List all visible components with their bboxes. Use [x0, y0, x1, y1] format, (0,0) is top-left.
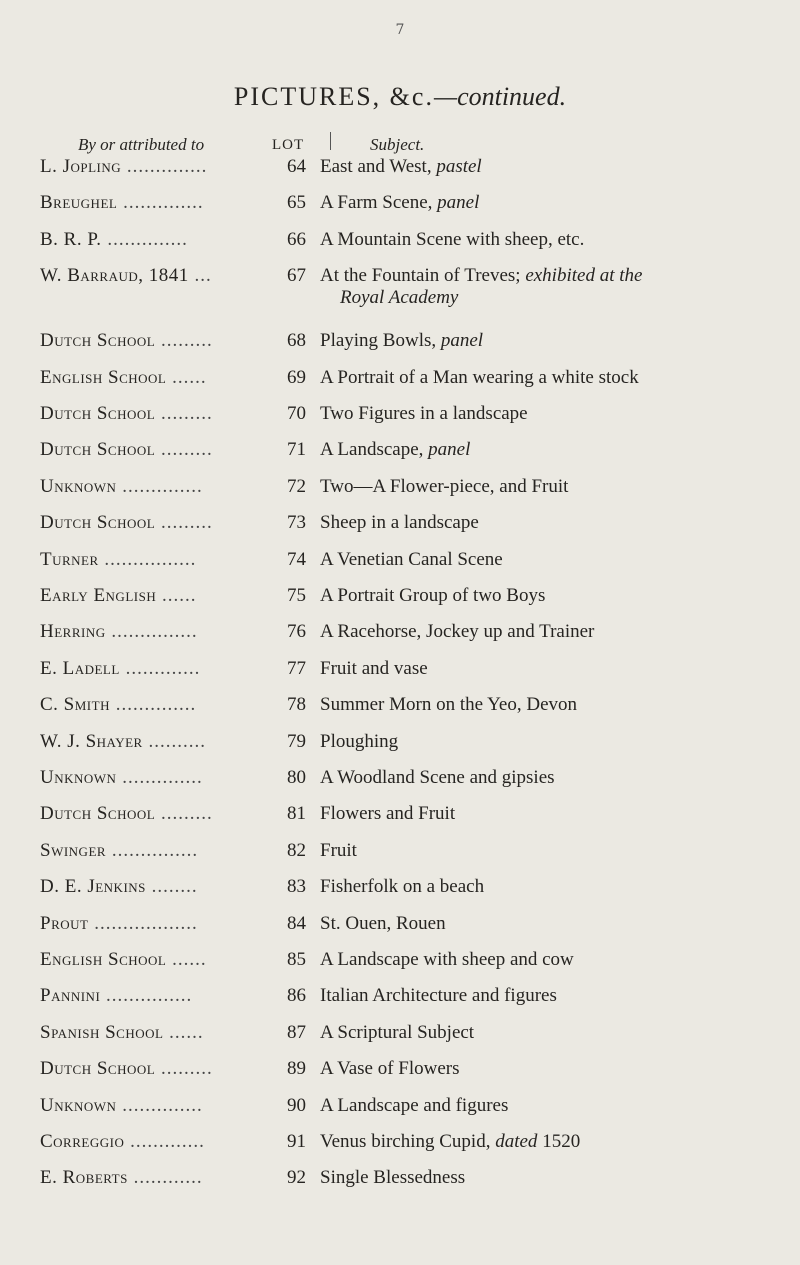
lot-number: 73	[287, 512, 306, 534]
catalogue-row	[0, 949, 800, 981]
header-divider	[330, 132, 331, 150]
leader-dots: ............	[127, 1167, 203, 1189]
lot-number: 79	[287, 730, 306, 752]
leader-dots: .........	[155, 439, 213, 461]
subject-text	[320, 840, 795, 862]
subject-main: Flowers and Fruit	[320, 803, 456, 825]
artist-label: English School	[40, 949, 167, 970]
artist-label: Dutch School	[40, 512, 156, 534]
artist-name	[40, 658, 260, 680]
subject-main: Venus birching Cupid,	[320, 1131, 496, 1152]
subject-text	[320, 767, 795, 789]
subject-text	[320, 621, 795, 643]
leader-dots: ...............	[106, 839, 199, 861]
artist-name	[40, 367, 260, 389]
artist-name	[40, 192, 260, 214]
catalogue-row	[0, 658, 800, 690]
artist-label: Unknown	[40, 475, 117, 497]
leader-dots: ..............	[121, 156, 208, 177]
catalogue-row	[0, 585, 800, 617]
artist-label: Swinger	[40, 839, 107, 861]
artist-label: Pannini	[40, 985, 101, 1007]
artist-name	[40, 549, 260, 571]
lot-number: 75	[287, 585, 306, 606]
subject-text	[320, 403, 795, 425]
subject-text	[320, 1095, 795, 1117]
page-title	[0, 82, 800, 112]
subject-main: A Landscape,	[320, 439, 429, 461]
artist-label: Correggio	[40, 1131, 125, 1152]
artist-label: Early English	[40, 585, 157, 606]
leader-dots: ..............	[117, 192, 204, 214]
leader-dots: ..............	[109, 694, 197, 716]
artist-name	[40, 731, 260, 753]
subject-main: Fisherfolk on a beach	[320, 876, 485, 898]
leader-dots: ..............	[101, 228, 188, 250]
subject-main: A Landscape with sheep and cow	[320, 949, 574, 970]
lot-number: 84	[287, 912, 306, 934]
subject-main: A Landscape and figures	[320, 1094, 509, 1116]
subject-main: A Mountain Scene with sheep, etc.	[320, 228, 585, 250]
catalogue-row	[0, 156, 800, 188]
lot-number: 86	[287, 985, 306, 1007]
artist-label: Spanish School	[40, 1021, 164, 1043]
leader-dots: ...	[188, 265, 212, 287]
artist-label: Dutch School	[40, 803, 156, 825]
lot-number: 82	[287, 839, 306, 861]
artist-label: English School	[40, 366, 167, 388]
subject-main: A Portrait of a Man wearing a white stock	[320, 366, 639, 388]
lot-number: 83	[287, 876, 306, 898]
lot-number: 74	[287, 548, 306, 570]
lot-number: 80	[287, 767, 306, 788]
artist-label: Unknown	[40, 1094, 117, 1116]
subject-main: Fruit	[320, 839, 357, 861]
artist-name	[40, 1022, 260, 1044]
catalogue-row	[0, 803, 800, 835]
catalogue-row	[0, 330, 800, 362]
artist-name	[40, 767, 260, 789]
subject-main: A Vase of Flowers	[320, 1058, 460, 1080]
subject-main: Two Figures in a landscape	[320, 403, 528, 424]
subject-main: East and West,	[320, 156, 437, 177]
lot-number: 69	[287, 366, 306, 388]
leader-dots: ...............	[100, 985, 193, 1007]
leader-dots: ......	[166, 949, 207, 970]
subject-text	[320, 585, 795, 607]
artist-name	[40, 265, 260, 287]
artist-name	[40, 803, 260, 825]
lot-number: 68	[287, 330, 306, 352]
lot-number: 64	[287, 156, 306, 177]
artist-name	[40, 621, 260, 643]
artist-label: Turner	[40, 548, 99, 570]
artist-label: C. Smith	[40, 694, 110, 716]
leader-dots: .............	[124, 1131, 205, 1152]
catalogue-row	[0, 876, 800, 908]
subject-italic: panel	[428, 439, 471, 461]
subject-text	[320, 913, 795, 935]
catalogue-row	[0, 767, 800, 799]
leader-dots: ......	[156, 585, 197, 606]
column-header-subject: Subject.	[370, 135, 425, 154]
subject-text	[320, 156, 795, 178]
catalogue-row	[0, 549, 800, 581]
leader-dots: ...............	[105, 621, 198, 643]
catalogue-row	[0, 439, 800, 471]
subject-italic: panel	[437, 192, 480, 214]
artist-label: Prout	[40, 912, 89, 934]
lot-number: 77	[287, 657, 306, 679]
subject-text	[320, 1167, 795, 1189]
subject-text	[320, 192, 795, 214]
subject-text	[320, 694, 795, 716]
catalogue-row	[0, 840, 800, 872]
artist-name	[40, 1095, 260, 1117]
subject-text	[320, 803, 795, 825]
catalogue-row	[0, 1022, 800, 1054]
artist-name	[40, 1167, 260, 1189]
catalogue-row	[0, 1095, 800, 1127]
artist-label: Dutch School	[40, 1058, 156, 1080]
leader-dots: .........	[155, 330, 213, 352]
page-title-continued: —continued.	[433, 82, 567, 111]
artist-label: Dutch School	[40, 403, 156, 424]
subject-main: Ploughing	[320, 730, 399, 752]
artist-name	[40, 985, 260, 1007]
page-title-main: PICTURES, &c.	[233, 82, 434, 111]
artist-name	[40, 229, 260, 251]
lot-number: 65	[287, 192, 306, 214]
catalogue-row	[0, 403, 800, 435]
column-header-lot: LOT	[272, 137, 305, 153]
subject-text	[320, 876, 795, 898]
catalogue-row	[0, 512, 800, 544]
subject-main: At the Fountain of Treves;	[320, 265, 526, 287]
leader-dots: ......	[166, 366, 207, 388]
subject-main: A Scriptural Subject	[320, 1021, 475, 1043]
leader-dots: .........	[155, 512, 213, 534]
lot-number: 70	[287, 403, 306, 424]
artist-name	[40, 512, 260, 534]
lot-number: 67	[287, 265, 306, 287]
leader-dots: .........	[155, 1058, 213, 1080]
lot-number: 72	[287, 475, 306, 497]
artist-name	[40, 439, 260, 461]
artist-name	[40, 585, 260, 607]
leader-dots: ..................	[88, 912, 198, 934]
subject-italic: exhibited at the	[525, 265, 643, 287]
leader-dots: ..............	[116, 1094, 203, 1116]
leader-dots: ..............	[116, 475, 203, 497]
catalogue-row	[0, 731, 800, 763]
subject-main: A Farm Scene,	[320, 192, 438, 214]
subject-text	[320, 949, 795, 971]
lot-number: 66	[287, 228, 306, 250]
artist-name	[40, 949, 260, 971]
catalogue-row	[0, 621, 800, 653]
leader-dots: ................	[98, 548, 197, 570]
lot-number: 78	[287, 694, 306, 716]
subject-text	[320, 367, 795, 389]
leader-dots: .........	[155, 403, 213, 424]
subject-text	[320, 1022, 795, 1044]
catalogue-row	[0, 476, 800, 508]
leader-dots: .........	[155, 803, 213, 825]
artist-label: W. J. Shayer	[40, 730, 143, 752]
lot-number: 76	[287, 621, 306, 643]
artist-label: Herring	[40, 621, 106, 643]
subject-text	[320, 330, 795, 352]
subject-italic: dated	[495, 1131, 538, 1152]
artist-label: B. R. P.	[40, 228, 102, 250]
subject-main: A Woodland Scene and gipsies	[320, 767, 555, 788]
artist-label: Dutch School	[40, 330, 156, 352]
column-header-artist: By or attributed to	[78, 135, 205, 154]
leader-dots: ..........	[142, 730, 206, 752]
catalogue-row	[0, 985, 800, 1017]
artist-name	[40, 476, 260, 498]
lot-number: 71	[287, 439, 306, 461]
catalogue-row	[0, 1131, 800, 1163]
artist-label: W. Barraud, 1841	[40, 265, 189, 287]
artist-name	[40, 330, 260, 352]
catalogue-row	[0, 694, 800, 726]
lot-number: 81	[287, 803, 306, 825]
lot-number: 90	[287, 1094, 306, 1116]
subject-text	[320, 265, 795, 309]
artist-label: Dutch School	[40, 439, 156, 461]
catalogue-row	[0, 229, 800, 261]
subject-main: Italian Architecture and figures	[320, 985, 557, 1007]
subject-text	[320, 549, 795, 571]
catalogue-row	[0, 265, 800, 309]
artist-label: D. E. Jenkins	[40, 876, 146, 898]
artist-name	[40, 913, 260, 935]
subject-text	[320, 1058, 795, 1080]
artist-name	[40, 1058, 260, 1080]
lot-number: 85	[287, 949, 306, 970]
subject-text	[320, 658, 795, 680]
artist-label: Breughel	[40, 192, 118, 214]
artist-label: E. Roberts	[40, 1167, 128, 1189]
subject-main: St. Ouen, Rouen	[320, 912, 446, 934]
subject-main: A Venetian Canal Scene	[320, 548, 503, 570]
subject-continuation: Royal Academy	[340, 287, 459, 309]
subject-main: A Racehorse, Jockey up and Trainer	[320, 621, 595, 643]
artist-name	[40, 840, 260, 862]
catalogue-row	[0, 367, 800, 399]
leader-dots: .............	[119, 657, 201, 679]
lot-number: 92	[287, 1167, 306, 1189]
subject-main: Single Blessedness	[320, 1167, 466, 1189]
artist-name	[40, 1131, 260, 1153]
catalogue-row	[0, 1167, 800, 1199]
artist-name	[40, 403, 260, 425]
subject-text	[320, 985, 795, 1007]
catalogue-row	[0, 1058, 800, 1090]
subject-text	[320, 512, 795, 534]
subject-main: Two—A Flower-piece, and Fruit	[320, 475, 569, 497]
lot-number: 91	[287, 1131, 306, 1152]
lot-number: 87	[287, 1021, 306, 1043]
subject-main: Summer Morn on the Yeo, Devon	[320, 694, 578, 716]
page-number: 7	[395, 22, 405, 38]
subject-text	[320, 1131, 795, 1153]
subject-main: Fruit and vase	[320, 657, 428, 679]
artist-label: E. Ladell	[40, 657, 120, 679]
subject-main: Sheep in a landscape	[320, 512, 479, 534]
leader-dots: ........	[145, 876, 198, 898]
artist-name	[40, 694, 260, 716]
artist-name	[40, 876, 260, 898]
subject-italic: panel	[440, 330, 484, 352]
artist-name	[40, 156, 260, 178]
subject-italic: pastel	[436, 156, 482, 177]
subject-tail: 1520	[537, 1131, 581, 1152]
artist-label: Unknown	[40, 767, 117, 788]
leader-dots: ..............	[116, 767, 203, 788]
subject-text	[320, 476, 795, 498]
subject-main: Playing Bowls,	[320, 330, 441, 352]
subject-text	[320, 439, 795, 461]
lot-number: 89	[287, 1058, 306, 1080]
leader-dots: ......	[163, 1021, 204, 1043]
subject-main: A Portrait Group of two Boys	[320, 585, 546, 606]
catalogue-row	[0, 192, 800, 224]
catalogue-row	[0, 913, 800, 945]
subject-text	[320, 731, 795, 753]
subject-text	[320, 229, 795, 251]
artist-label: L. Jopling	[40, 156, 122, 177]
